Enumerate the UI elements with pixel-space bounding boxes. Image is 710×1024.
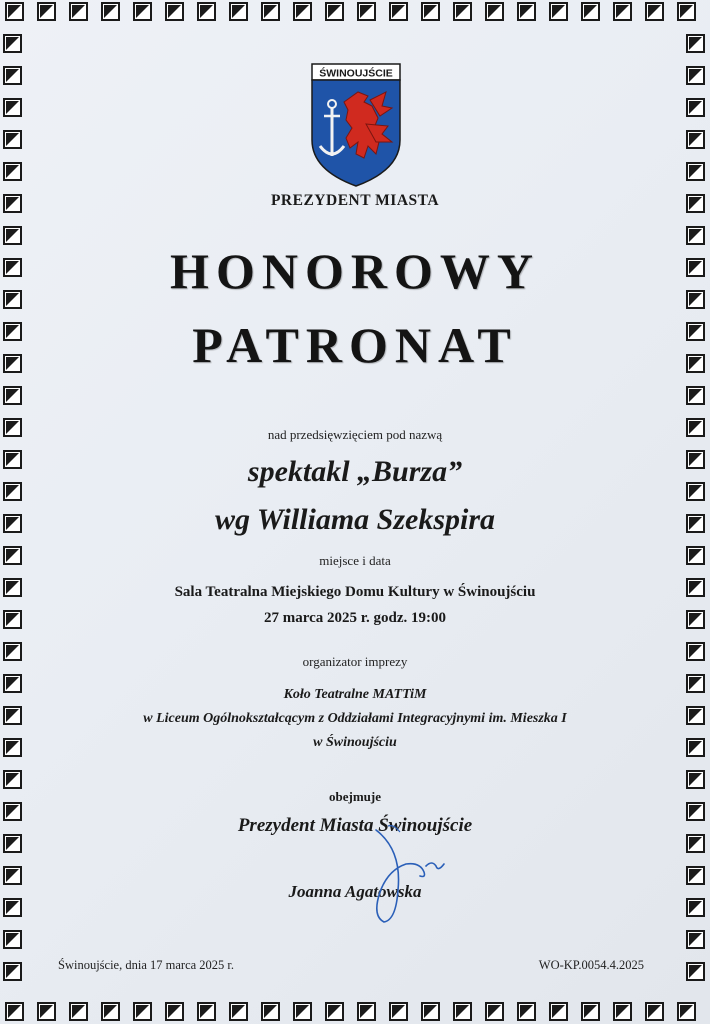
city-crest-icon: [308, 62, 404, 190]
signatory-name: Joanna Agatowska: [288, 882, 422, 901]
reference-number: WO-KP.0054.4.2025: [538, 958, 644, 972]
signatory-title: Prezydent Miasta Świnoujście: [237, 815, 473, 836]
venue-label: miejsce i data: [319, 553, 391, 568]
organizer-line-2: w Liceum Ogólnokształcącym z Oddziałami Integracyjnymi im. Mieszka I: [143, 711, 567, 726]
border-tile: [687, 515, 704, 532]
organizer-line-1: Koło Teatralne MATTiM: [283, 687, 427, 702]
border-tile: [687, 675, 704, 692]
border-tile: [687, 739, 704, 756]
border-tile: [687, 323, 704, 340]
crest-city-name: ŚWINOUJŚCIE: [319, 67, 393, 80]
border-tile: [678, 3, 695, 20]
border-tile: [687, 707, 704, 724]
border-tile: [687, 99, 704, 116]
event-name-line-2: wg Williama Szekspira: [214, 503, 496, 536]
event-intro: nad przedsięwzięciem pod nazwą: [267, 427, 443, 442]
border-tile: [4, 579, 21, 596]
border-tile: [4, 387, 21, 404]
border-tile: [4, 323, 21, 340]
border-tile: [6, 3, 23, 20]
border-tile: [687, 35, 704, 52]
border-tile: [687, 67, 704, 84]
border-tile: [687, 963, 704, 980]
border-tile: [4, 643, 21, 660]
border-tile: [4, 259, 21, 276]
border-tile: [687, 131, 704, 148]
border-tile: [4, 355, 21, 372]
border-tile: [687, 259, 704, 276]
venue-date: 27 marca 2025 r. godz. 19:00: [263, 610, 447, 626]
border-tile: [687, 195, 704, 212]
issue-place-date: Świnoujście, dnia 17 marca 2025 r.: [58, 958, 235, 972]
border-tile: [4, 99, 21, 116]
border-tile: [687, 899, 704, 916]
organizer-line-3: w Świnoujściu: [313, 735, 397, 750]
border-tile: [687, 451, 704, 468]
certificate-content: [40, 0, 670, 1024]
border-tile: [4, 67, 21, 84]
title-line-1: HONOROWY: [170, 243, 540, 299]
border-tile: [4, 515, 21, 532]
border-tile: [687, 387, 704, 404]
border-tile: [687, 483, 704, 500]
border-tile: [687, 291, 704, 308]
border-tile: [6, 1003, 23, 1020]
border-tile: [4, 899, 21, 916]
border-tile: [4, 291, 21, 308]
takes-label: obejmuje: [329, 789, 381, 804]
border-tile: [687, 643, 704, 660]
border-tile: [4, 483, 21, 500]
border-tile: [687, 835, 704, 852]
border-tile: [4, 675, 21, 692]
border-tile: [4, 835, 21, 852]
border-tile: [4, 195, 21, 212]
title-line-2: PATRONAT: [192, 317, 518, 373]
border-tile: [4, 419, 21, 436]
border-tile: [4, 163, 21, 180]
border-tile: [687, 419, 704, 436]
border-tile: [687, 227, 704, 244]
organizer-label: organizator imprezy: [302, 654, 408, 669]
border-tile: [4, 803, 21, 820]
handwritten-signature: [340, 820, 460, 930]
border-tile: [4, 963, 21, 980]
border-tile: [4, 547, 21, 564]
border-tile: [4, 35, 21, 52]
border-tile: [4, 931, 21, 948]
border-tile: [4, 451, 21, 468]
border-tile: [4, 131, 21, 148]
border-tile: [4, 227, 21, 244]
border-tile: [687, 355, 704, 372]
border-tile: [687, 771, 704, 788]
border-tile: [4, 739, 21, 756]
border-tile: [4, 867, 21, 884]
border-tile: [687, 867, 704, 884]
event-name-line-1: spektakl „Burza”: [247, 455, 463, 488]
border-tile: [687, 547, 704, 564]
venue-place: Sala Teatralna Miejskiego Domu Kultury w Świnoujściu: [174, 584, 536, 600]
border-tile: [687, 579, 704, 596]
border-tile: [687, 163, 704, 180]
border-tile: [687, 803, 704, 820]
border-tile: [4, 707, 21, 724]
president-heading: PREZYDENT MIASTA: [270, 192, 440, 209]
border-tile: [687, 931, 704, 948]
border-tile: [687, 611, 704, 628]
border-tile: [4, 771, 21, 788]
border-tile: [4, 611, 21, 628]
border-tile: [678, 1003, 695, 1020]
